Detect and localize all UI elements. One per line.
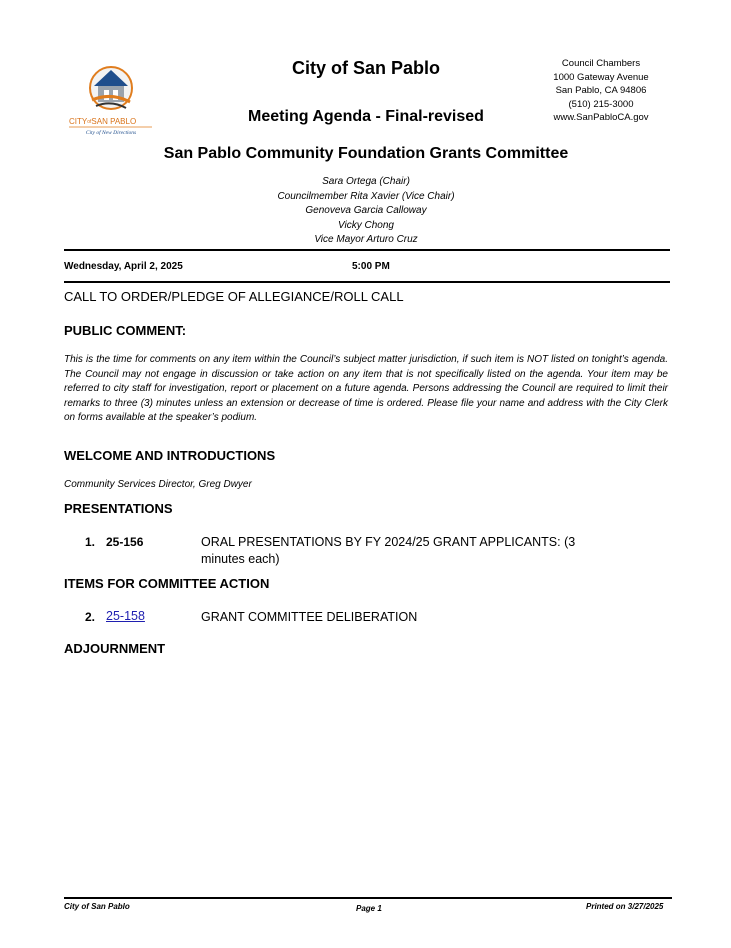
footer-page: Page 1 <box>356 904 382 913</box>
member-list <box>64 175 668 248</box>
member-name: Genoveva Garcia Calloway <box>305 205 427 217</box>
welcome-heading: WELCOME AND INTRODUCTIONS <box>64 448 276 463</box>
address-line: 1000 Gateway Avenue <box>553 71 649 83</box>
logo-of-text: of <box>87 119 92 125</box>
footer-divider <box>64 897 672 899</box>
member-name: Sara Ortega (Chair) <box>322 176 410 187</box>
member-name: Vice Mayor Arturo Cruz <box>314 234 418 246</box>
item-number: 2. <box>85 610 96 624</box>
address-line: Council Chambers <box>561 58 641 69</box>
item-id: 25-156 <box>106 535 144 549</box>
address-line: San Pablo, CA 94806 <box>555 85 647 97</box>
adjournment-heading: ADJOURNMENT <box>64 641 166 656</box>
address-block <box>540 57 662 125</box>
website-line: www.SanPabloCA.gov <box>553 112 649 124</box>
city-logo <box>66 62 156 140</box>
call-to-order-heading: CALL TO ORDER/PLEDGE OF ALLEGIANCE/ROLL CALL <box>64 289 404 304</box>
logo-name-text: SAN PABLO <box>91 117 137 126</box>
divider <box>64 281 670 283</box>
member-name: Councilmember Rita Xavier (Vice Chair) <box>277 190 455 202</box>
divider <box>64 249 670 251</box>
city-seal-icon <box>66 62 156 140</box>
committee-action-heading: ITEMS FOR COMMITTEE ACTION <box>64 576 270 591</box>
item-number: 1. <box>85 535 96 549</box>
member-name: Vicky Chong <box>338 219 394 231</box>
presentations-heading: PRESENTATIONS <box>64 501 173 516</box>
city-title: City of San Pablo <box>291 58 441 78</box>
welcome-subtext: Community Services Director, Greg Dwyer <box>64 479 252 490</box>
address-line: (510) 215-3000 <box>568 98 634 110</box>
meeting-date: Wednesday, April 2, 2025 <box>64 261 183 272</box>
committee-name: San Pablo Community Foundation Grants Committee <box>163 145 569 162</box>
logo-tagline: City of New Directions <box>85 130 137 136</box>
item-description: ORAL PRESENTATIONS BY FY 2024/25 GRANT APPLICANTS: (3 minutes each) <box>201 535 576 566</box>
footer-printed-date: Printed on 3/27/2025 <box>586 902 664 911</box>
svg-text:CITYofSAN PABLO <box>69 117 136 126</box>
logo-city-text: CITY <box>69 117 88 126</box>
public-comment-heading: PUBLIC COMMENT: <box>64 323 187 338</box>
agenda-title: Meeting Agenda - Final-revised <box>248 108 484 125</box>
meeting-time: 5:00 PM <box>352 261 390 272</box>
item-description: GRANT COMMITTEE DELIBERATION <box>201 610 418 624</box>
footer-city: City of San Pablo <box>64 902 130 911</box>
item-id-link[interactable]: 25-158 <box>106 609 145 623</box>
public-comment-text: This is the time for comments on any item within the Council’s subject matter jurisdiction, if such item is NOT listed on tonight’s agenda. The Council may not engage in discussion or take action on any item that is not specifically listed on the agenda. Your item may be referred to city staff for investigation, report or placement on a future agenda. Persons addressing the Council are required to limit their remarks to three (3) minutes unless an extension or decrease of time is ordered. Please file your name and address with the City Clerk on forms available at the speaker’s podium. <box>64 354 668 424</box>
